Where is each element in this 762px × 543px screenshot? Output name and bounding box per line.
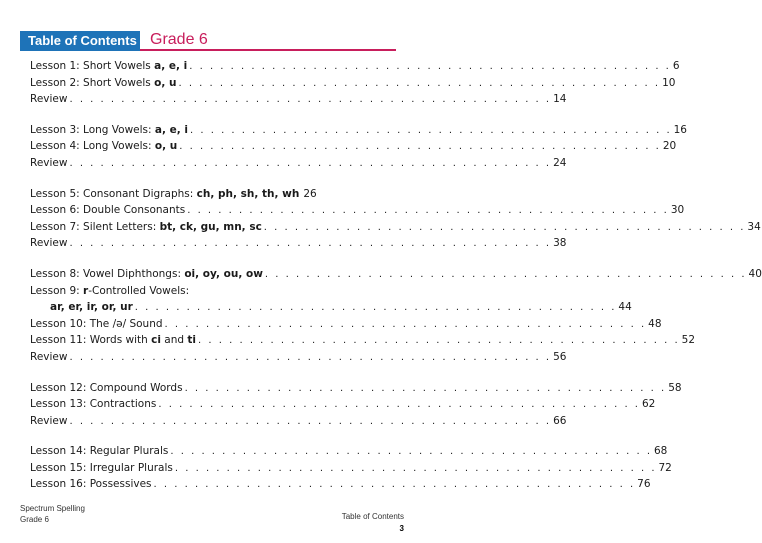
toc-entry-text: Lesson 14: Regular Plurals [30,445,169,458]
footer-book-info [20,503,85,525]
toc-entry-page: 56 [553,350,567,363]
toc-entry-title [30,237,67,249]
toc-entry-title [30,188,299,200]
toc-entry [30,414,567,432]
toc-entry-text: Lesson 7: Silent Letters: [30,220,160,233]
header-rule [140,49,396,51]
toc-entry [30,267,762,285]
toc-entry-title [30,268,263,280]
toc-entry-emphasis: oi, oy, ou, ow [184,267,263,280]
toc-entry-text: Review [30,350,68,363]
toc-entry-text: Lesson 2: Short Vowels [30,76,155,89]
toc-entry-page: 72 [658,461,672,474]
dot-leader: . . . . . . . . . . . . . . . . . . . . . . . . . . . . . . . . . . . . . . . . . . . . . . . [158,399,640,411]
footer-book-title: Spectrum Spelling [20,504,85,513]
toc-entry [30,301,632,318]
toc-entry-page: 26 [303,187,317,200]
toc-entry-title [30,398,156,410]
group-spacer [30,431,312,445]
dot-leader: . . . . . . . . . . . . . . . . . . . . . . . . . . . . . . . . . . . . . . . . . . . . . . . [184,382,667,394]
toc-entry-text: Lesson 9: [30,284,84,297]
toc-entry-title [30,318,163,330]
dot-leader: . . . . . . . . . . . . . . . . . . . . . . . . . . . . . . . . . . . . . . . . . . . . . . . [69,351,552,363]
toc-entry-page: 62 [641,398,656,411]
toc-entry-emphasis: a, e, i [154,123,188,136]
toc-entry-text: Lesson 1: Short Vowels [30,60,155,72]
dot-leader: . . . . . . . . . . . . . . . . . . . . . . . . . . . . . . . . . . . . . . . . . . . . . . . [134,302,617,314]
toc-entry [30,350,567,368]
toc-entry-text: Lesson 8: Vowel Diphthongs: [30,267,185,280]
toc-entry [30,156,567,174]
toc-entry [30,123,687,141]
toc-entry-title [30,77,176,89]
toc-entry-emphasis: ti [187,334,197,347]
footer-section: Table of Contents [341,512,404,521]
toc-entry-title [30,140,177,152]
toc-entry-text: Review [30,237,68,250]
toc-entry-text: Lesson 3: Long Vowels: [30,123,155,136]
toc-entry [30,237,567,254]
toc-entry [30,76,676,94]
toc-entry-text: Lesson 13: Contractions [30,398,157,411]
toc-entry-page: 20 [662,140,677,153]
toc-list [30,60,762,495]
toc-entry-title [30,221,262,233]
toc-entry-text: Lesson 11: Words with [30,334,152,347]
dot-leader: . . . . . . . . . . . . . . . . . . . . . . . . . . . . . . . . . . . . . . . . . . . . . . . [179,141,661,153]
toc-entry-text: Lesson 16: Possessives [30,478,152,491]
toc-entry-text: Lesson 12: Compound Words [30,381,183,394]
dot-leader: . . . . . . . . . . . . . . . . . . . . . . . . . . . . . . . . . . . . . . . . . . . . . . . [189,61,671,72]
toc-entry-emphasis: ci [151,334,161,347]
toc-entry-page: 14 [553,93,567,106]
toc-entry-emphasis: o, u [154,140,178,153]
toc-entry-title [30,157,67,169]
toc-entry-title [30,204,185,216]
toc-entry-text: Lesson 10: The /ə/ Sound [30,317,163,330]
dot-leader: . . . . . . . . . . . . . . . . . . . . . . . . . . . . . . . . . . . . . . . . . . . . . . . [69,238,552,250]
dot-leader: . . . . . . . . . . . . . . . . . . . . . . . . . . . . . . . . . . . . . . . . . . . . . . . [190,124,672,136]
page-header [20,31,396,51]
dot-leader: . . . . . . . . . . . . . . . . . . . . . . . . . . . . . . . . . . . . . . . . . . . . . . . [198,335,680,347]
toc-entry-page: 44 [618,301,632,314]
toc-entry-title [30,60,187,72]
toc-entry-text: Lesson 4: Long Vowels: [30,140,155,153]
toc-entry [30,285,312,302]
toc-entry-title [30,334,196,346]
toc-entry [30,317,662,335]
toc-entry [30,60,680,77]
dot-leader: . . . . . . . . . . . . . . . . . . . . . . . . . . . . . . . . . . . . . . . . . . . . . . . [263,221,746,233]
toc-entry-text: -Controlled Vowels: [88,284,190,297]
toc-entry-title [30,478,152,490]
toc-entry-emphasis: a, e, i [154,60,188,72]
toc-entry-emphasis: bt, ck, gu, mn, sc [159,220,262,233]
toc-entry-title [30,382,183,394]
toc-entry [30,187,317,205]
toc-entry-emphasis: ch, ph, sh, th, wh [196,187,300,200]
dot-leader: . . . . . . . . . . . . . . . . . . . . . . . . . . . . . . . . . . . . . . . . . . . . . . . [264,268,747,280]
toc-entry-title [50,301,133,313]
footer-grade: Grade 6 [20,515,49,524]
page-number: 3 [399,524,404,533]
toc-entry [30,204,685,221]
dot-leader: . . . . . . . . . . . . . . . . . . . . . . . . . . . . . . . . . . . . . . . . . . . . . . . [170,446,652,458]
toc-entry-text: and [160,334,188,347]
toc-entry [30,478,651,495]
toc-tab-label: Table of Contents [20,31,140,51]
toc-entry-title [30,93,67,105]
toc-entry-text: Review [30,93,68,106]
toc-entry [30,334,696,351]
toc-entry-title [30,351,67,363]
toc-entry-page: 34 [747,220,761,233]
toc-entry-text: Review [30,156,68,169]
toc-entry-title [30,124,188,136]
toc-entry-text: Review [30,414,68,427]
toc-entry-page: 76 [637,478,651,491]
dot-leader: . . . . . . . . . . . . . . . . . . . . . . . . . . . . . . . . . . . . . . . . . . . . . . . [164,318,647,330]
dot-leader: . . . . . . . . . . . . . . . . . . . . . . . . . . . . . . . . . . . . . . . . . . . . . . . [187,205,669,217]
group-spacer [30,254,312,268]
group-spacer [30,110,312,124]
dot-leader: . . . . . . . . . . . . . . . . . . . . . . . . . . . . . . . . . . . . . . . . . . . . . . . [69,94,552,106]
toc-entry [30,93,567,110]
toc-entry [30,381,682,399]
toc-entry-page: 40 [748,267,762,280]
toc-entry [30,220,761,238]
grade-label: Grade 6 [150,31,208,48]
toc-entry-title [30,462,173,474]
toc-entry-page: 30 [670,204,685,217]
dot-leader: . . . . . . . . . . . . . . . . . . . . . . . . . . . . . . . . . . . . . . . . . . . . . . . [69,157,552,169]
group-spacer [30,174,312,188]
toc-entry-page: 68 [654,445,668,458]
toc-entry-title [30,285,189,297]
toc-entry-page: 38 [553,237,567,250]
toc-entry-page: 52 [681,334,696,347]
toc-entry-text: Lesson 15: Irregular Plurals [30,461,173,474]
toc-entry-text: Lesson 6: Double Consonants [30,204,186,217]
dot-leader: . . . . . . . . . . . . . . . . . . . . . . . . . . . . . . . . . . . . . . . . . . . . . . . [153,479,636,491]
toc-entry-emphasis: r [83,284,89,297]
toc-entry-title [30,445,168,457]
toc-entry [30,445,668,462]
toc-entry-page: 10 [662,76,676,89]
toc-entry-page: 48 [648,317,662,330]
toc-entry-emphasis: ar, er, ir, or, ur [50,301,133,314]
group-spacer [30,368,312,382]
toc-entry-page: 24 [553,156,567,169]
dot-leader: . . . . . . . . . . . . . . . . . . . . . . . . . . . . . . . . . . . . . . . . . . . . . . . [174,462,657,474]
toc-entry-page: 6 [672,60,680,72]
toc-entry [30,398,656,415]
toc-entry [30,140,677,157]
toc-entry [30,461,672,479]
dot-leader: . . . . . . . . . . . . . . . . . . . . . . . . . . . . . . . . . . . . . . . . . . . . . . . [178,77,661,89]
toc-entry-page: 66 [553,414,567,427]
toc-entry-page: 58 [668,381,682,394]
dot-leader: . . . . . . . . . . . . . . . . . . . . . . . . . . . . . . . . . . . . . . . . . . . . . . . [69,415,552,427]
toc-entry-title [30,415,67,427]
toc-entry-emphasis: o, u [154,76,177,89]
toc-entry-text: Lesson 5: Consonant Digraphs: [30,187,197,200]
toc-entry-page: 16 [673,123,687,136]
